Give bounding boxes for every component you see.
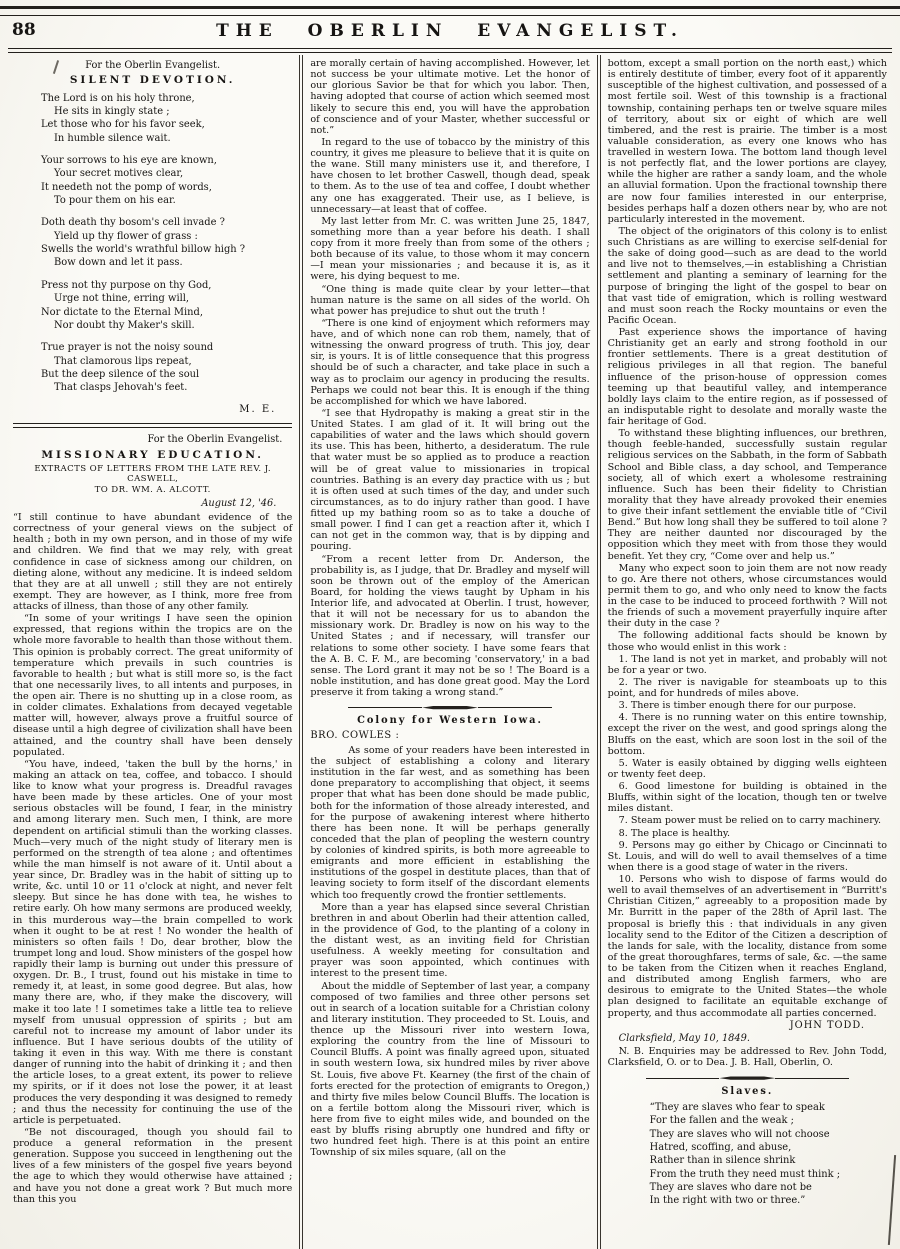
poem-line: They are slaves who will not choose <box>649 1128 830 1140</box>
columns-container <box>8 55 892 1249</box>
article-body <box>13 512 292 1205</box>
masthead-title: THE OBERLIN EVANGELIST. <box>216 21 684 41</box>
paragraph: “Be not discouraged, though you should fail to produce a general reformation in the present generation. Suppose you succeed in lengthening out the lives of a few ministers of the gospel five years beyond the age to which they would otherwise have attained ; and have you not done a great work ? But much more than this you <box>13 1126 293 1205</box>
column-3 <box>603 55 892 1249</box>
poem-signature: M. E. <box>239 403 277 415</box>
paragraph: “You have, indeed, 'taken the bull by the horns,' in making an attack on tea, coffee, and tobacco. I should like to know what your progress is. Dreadful ravages have been made by these articles. One of your most serious obstacles will be found, I fear, in the ministry and among literary men. Such men, I think, are more dependent on artificial stimuli than the working classes. Much—very much of the night study of literary men is performed on the strength of tea alone ; and oftentimes while the man himself is not aware of it. Until about a year since, Dr. Bradley was in the habit of sitting up to write, &c. until 10 or 11 o'clock at night, and never felt sleepy. But since he has done with tea, he wishes to retire early. Oh how many sermons are produced weekly, in this murderous way—the brain compelled to work when it ought to be at rest ! No wonder the health of ministers so often fails ! Do, dear brother, blow the trumpet long and loud. Show ministers of the gospel how rapidly their lamp is burning out under this pressure of oxygen. Dr. B., I trust, found out his mistake in time to remedy it, at least, in some good degree. But alas, how many there are, who, if they make the discovery, will make it too late ! I sometimes take a little tea to relieve myself from unusual oppression of spirits ; but am careful not to increase my amount of labor under its influence. But I have serious doubts of the utility of taking it even in this way. With me there is constant danger of running into the habit of drinking it ; and then the article loses, to a great extent, its power to relieve my spirits, or if it does not lose the power, it at least produces the very desponding it was designed to remedy ; and thus the necessity for continuing the use of the article is perpetuated. <box>13 758 293 1126</box>
section-divider-ornament <box>646 1076 849 1081</box>
poem-line: From the truth they need must think ; <box>649 1168 841 1180</box>
paragraph: The object of the originators of this colony is to enlist such Christians as are willing to exercise self-denial for the sake of doing good—such as are dead to the world and live not to themselves,—in establishing a Christian settlement and planting a seminary of learning for the purpose of bringing the light of the gospel to bear on that vast tide of emigration, which is rolling westward and must soon reach the Rocky mountains or even the Pacific Ocean. <box>607 225 887 326</box>
fact-item: 3. There is timber enough there for our purpose. <box>618 700 857 712</box>
poem-line: It needeth not the pomp of words, <box>41 181 212 193</box>
letter-continuation <box>310 58 589 698</box>
column-divider-rule <box>597 55 601 1249</box>
poem-line: Let those who for his favor seek, <box>41 119 205 131</box>
masthead <box>0 14 900 46</box>
fact-item: 7. Steam power must be relied on to carry machinery. <box>618 815 882 827</box>
poem-line: True prayer is not the noisy sound <box>41 342 214 354</box>
poem-line: Nor doubt thy Maker's skill. <box>54 319 195 331</box>
paragraph: The following additional facts should be known by those who would enlist in this work : <box>607 630 887 653</box>
article-title-missionary-education: MISSIONARY EDUCATION. <box>41 448 264 461</box>
poem-line: “They are slaves who fear to speak <box>649 1101 825 1113</box>
column-1 <box>8 55 297 1249</box>
article-signature: JOHN TODD. <box>789 1019 865 1031</box>
article-subtitle: EXTRACTS OF LETTERS FROM THE LATE REV. J. CASWELL, <box>34 463 271 484</box>
paragraph: Many who expect soon to join them are not now ready to go. Are there not others, whose circumstances would permit them to go, and who only need to know the facts in the case to be induced to proceed forthwith ? Will not the friends of such a movement prayerfully inquire after their duty in the case ? <box>607 562 887 630</box>
paragraph: are morally certain of having accomplished. However, let not success be your ultimate motive. Let the honor of our glorious Savior be that for which you labor. Then, having adopted that course of action which seemed most likely to secure this end, you will have the approbation of conscience and of your Master, whether successful or not.” <box>310 58 590 136</box>
poem-line: Yield up thy flower of grass : <box>54 230 198 242</box>
page-number: 88 <box>12 20 36 40</box>
nota-bene: N. B. Enquiries may be addressed to Rev. John Todd, Clarksfield, O. or to Dea. J. B. Hall, Oberlin, O. <box>607 1046 887 1069</box>
paragraph: As some of your readers have been interested in the subject of establishing a colony and literary institution in the far west, and as something has been done preparatory to accomplishing that object, it seems proper that what has been done should be made public, both for the information of those already interested, and for the purpose of awakening interest where hitherto there has been none. It will be perhaps generally conceded that the plan of peopling the western country by colonies of kindred spirits, is both more agreeable to emigrants and more efficient in establishing the institutions of the gospel in destitute places, than that of leaving society to form itself of the discordant elements which too frequently crowd the frontier settlements. <box>310 744 590 901</box>
fact-item: 9. Persons may go either by Chicago or Cincinnati to St. Louis, and will do well to avail themselves of a time when there is a good stage of water in the rivers. <box>607 839 887 873</box>
paragraph: About the middle of September of last year, a company composed of two families and three other persons set out in search of a location suitable for a Christian colony and literary institution. They proceeded to St. Louis, and thence up the Missouri river into western Iowa, exploring the country from the line of Missouri to Council Bluffs. A point was finally agreed upon, situated in south western Iowa, six hundred miles by river above St. Louis, five above Ft. Kearney (the first of the chain of forts erected for the protection of emigrants to Oregon,) and thirty five miles below Council Bluffs. The location is on a fertile bottom along the Missouri river, which is here from five to eight miles wide, and bounded on the east by bluffs rising abruptly one hundred and fifty or two hundred feet high. There is at this point an entire Township of six miles square, (all on the <box>310 980 590 1159</box>
poem-stanza <box>41 154 292 207</box>
poem-slaves <box>608 1101 887 1208</box>
paragraph: Past experience shows the importance of having Christianity get an early and strong foothold in our frontier settlements. There is a great destitution of religious privileges in all that region. The baneful influence of the prison-house of oppression comes teeming up that beautiful valley, and intemperance boldly lays claim to the entire region, as if possessed of an indisputable right to desolate and morally waste the fair heritage of God. <box>607 327 887 427</box>
fact-item: 10. Persons who wish to dispose of farms would do well to avail themselves of an advertisement in “Burritt's Christian Citizen,” agreeably to a proposition made by Mr. Burritt in the paper of the 28th of April last. The proposal is briefly this : that individuals in any given locality send to the Editor of the Citizen a description of the lands for sale, with the locality, distance from some of the great thoroughfares, terms of sale, &c. —the same to be taken from the Citizen when it reaches England, and distributed among English farmers, who are desirous to emigrate to the United States—the whole plan designed to facilitate an equitable exchange of property, and thus accommodate all parties concerned. <box>607 874 887 1019</box>
poem-line: That clamorous lips repeat, <box>54 355 192 367</box>
poem-title-slaves: Slaves. <box>721 1085 774 1097</box>
section-divider-ornament <box>348 705 551 710</box>
spindle-ornament-icon <box>422 706 478 710</box>
article-title-colony-western-iowa: Colony for Western Iowa. <box>357 715 543 727</box>
poem-line: That clasps Jehovah's feet. <box>54 382 188 394</box>
poem-stanza <box>41 279 292 332</box>
fact-item: 8. The place is healthy. <box>618 827 731 839</box>
paragraph: “In some of your writings I have seen the opinion expressed, that regions within the tropics are on the whole more favorable to health than those without them. This opinion is probably correct. The great uniformity of temperature which prevails in such countries is favorable to health ; but what is still more so, is the fact that one necessarily lives, to all intents and purposes, in the open air. There is no shutting up in a close room, as in colder climates. Exhalations from decayed vegetable matter will, however, always prove a fruitful source of disease until a high degree of civilization shall have been attained, and the country shall have been densely populated. <box>13 613 293 758</box>
poem-line: Urge not thine, erring will, <box>54 293 190 305</box>
fact-item: 5. Water is easily obtained by digging wells eighteen or twenty feet deep. <box>607 757 887 780</box>
poem-line: Swells the world's wrathful billow high ? <box>41 244 246 256</box>
poem-stanza <box>41 216 292 269</box>
poem-line: Your sorrows to his eye are known, <box>41 154 217 166</box>
article-dateline: Clarksfield, May 10, 1849. <box>618 1032 751 1044</box>
poem-line: The Lord is on his holy throne, <box>41 92 195 104</box>
paragraph: More than a year has elapsed since several Christian brethren in and about Oberlin had their attention called, in the providence of God, to the planting of a colony in the distant west, as an inviting field for Christian usefulness. A weekly meeting for consultation and prayer was soon appointed, which continues with interest to the present time. <box>310 901 590 980</box>
article-body <box>310 745 589 1159</box>
poem-line: Hatred, scoffing, and abuse, <box>649 1142 792 1154</box>
facts-list <box>608 654 887 1019</box>
paragraph: “I see that Hydropathy is making a great stir in the United States. I am glad of it. It will bring out the capabilities of water and the laws which should govern its use. This has been, hitherto, a desideratum. The rule that water must be so applied as to produce a reaction will be of great value to missionaries in tropical countries. Bathing is an every day practice with us ; but it is often used at such times of the day, and under such circumstances, as to do injury rather than good. I have fitted up my bathing room so as to take a douche of small power. I find I can get a reaction after it, which I can not get in the common way, that is by dipping and pouring. <box>310 407 590 553</box>
paragraph: To withstand these blighting influences, our brethren, though feeble-handed, successfully sustain regular religious services on the Sabbath, in the form of Sabbath School and Bible class, a day school, and Temperance society, all of which exert a wholesome restraining influence. Such has been their fidelity to Christian morality that they have already provoked their enemies to give their infant settlement the enviable title of “Civil Bend.” But how long shall they be suffered to toil alone ? They are neither daunted nor discouraged by the opposition which they meet with from those they would benefit. Yet they cry, “Come over and help us.” <box>607 428 887 562</box>
poem-line: For the fallen and the weak ; <box>649 1115 794 1127</box>
attribution-line: For the Oberlin Evangelist. <box>85 60 221 71</box>
attribution-line: For the Oberlin Evangelist. <box>147 434 283 446</box>
poem-line: He sits in kingly state ; <box>54 105 170 117</box>
poem-line: Rather than in silence shrink <box>649 1155 796 1167</box>
poem-silent-devotion <box>13 92 292 395</box>
poem-line: Your secret motives clear, <box>54 168 184 180</box>
paragraph: “I still continue to have abundant evidence of the correctness of your general views on the subject of health ; both in my own person, and in those of my wife and children. We find that we may rely, with great confidence in case of sickness among our children, on dieting alone, without any medicine. It is indeed seldom that they are at all unwell ; still they are not entirely exempt. They are however, as I think, more free from attacks of illness, than those of any other family. <box>13 512 293 613</box>
poem-line: They are slaves who dare not be <box>649 1182 812 1194</box>
poem-stanza <box>41 341 292 394</box>
masthead-rule <box>8 48 892 53</box>
poem-stanza <box>41 92 292 145</box>
poem-line: To pour them on his ear. <box>54 195 176 207</box>
section-divider-rule <box>13 423 292 428</box>
column-2 <box>305 55 594 1249</box>
poem-title-silent-devotion: SILENT DEVOTION. <box>69 74 236 87</box>
poem-line: But the deep silence of the soul <box>41 369 200 380</box>
poem-line: Press not thy purpose on thy God, <box>41 279 212 291</box>
paragraph: bottom, except a small portion on the north east,) which is entirely destitute of timber, every foot of it apparently susceptible of the highest cultivation, and possessed of a most fertile soil. West of this township is a fractional township, containing perhaps ten or twelve square miles of territory, about six or eight of which are well timbered, and the rest is prairie. The timber is a most valuable consideration, as every one knows who has travelled in western Iowa. The bottom land though level is not perfectly flat, and the lower portions are clayey, while the higher are rather a sandy loam, and the whole an alluvial formation. Upon the fractional township there are now four families interested in our enterprise, besides perhaps half a dozen others near by, who are not particularly interested in the movement. <box>607 58 887 225</box>
spindle-ornament-icon <box>719 1076 775 1080</box>
poem-line: Doth death thy bosom's cell invade ? <box>41 217 225 229</box>
paragraph: My last letter from Mr. C. was written June 25, 1847, something more than a year before his death. I shall copy from it more freely than from some of the others ; both because of its value, to those whom it may concern —I mean your missionaries ; and because it is, as it were, his dying bequest to me. <box>310 215 590 283</box>
article-subtitle: TO DR. WM. A. ALCOTT. <box>94 484 211 495</box>
paragraph: “From a recent letter from Dr. Anderson, the probability is, as I judge, that Dr. Bradley and myself will soon be thrown out of the employ of the American Board, for holding the views taught by Upham in his Interior life, and advocated at Oberlin. I trust, however, that it will not be necessary for us to abandon the missionary work. Dr. Bradley is now on his way to the United States ; and if necessary, will transfer our relations to some other society. I have some fears that the A. B. C. F. M., are becoming 'conservatory,' in a bad sense. The Lord grant it may not be so ! The Board is a noble institution, and has done great good. May the Lord preserve it from taking a wrong stand.” <box>310 553 590 698</box>
poem-line: In the right with two or three.” <box>649 1195 806 1207</box>
fact-item: 2. The river is navigable for steamboats up to this point, and for hundreds of miles above. <box>607 676 887 699</box>
fact-item: 1. The land is not yet in market, and probably will not be for a year or two. <box>607 653 887 676</box>
poem-line: Bow down and let it pass. <box>54 257 183 269</box>
paragraph: “One thing is made quite clear by your letter—that human nature is the same on all sides of the world. Oh what power has prejudice to shut out the truth ! <box>310 283 590 317</box>
letter-dateline: August 12, '46. <box>201 497 277 509</box>
paragraph: In regard to the use of tobacco by the ministry of this country, it gives me pleasure to believe that it is quite on the wane. Still many ministers use it, and therefore, I have chosen to let brother Caswell, though dead, speak to them. As to the use of tea and coffee, I doubt whether any one has exaggerated. Their use, as I believe, is unnecessary—at least that of coffee. <box>310 136 590 215</box>
column-divider-rule <box>299 55 303 1249</box>
fact-item: 6. Good limestone for building is obtained in the Bluffs, within sight of the location, though ten or twelve miles distant. <box>607 781 887 815</box>
colony-continuation <box>608 58 887 653</box>
poem-line: Nor dictate to the Eternal Mind, <box>41 306 204 318</box>
fact-item: 4. There is no running water on this entire township, except the river on the west, and good springs along the Bluffs on the east, which are soon lost in the soil of the bottom. <box>607 712 887 757</box>
paragraph: “There is one kind of enjoyment which reformers may have, and of which none can rob them, namely, that of witnessing the onward progress of truth. This joy, dear sir, is yours. It is of little consequence that this progress should be of such a character, and take place in such a way as to proclaim our agency in producing the results. Perhaps we could not bear this. It is enough if the thing be accomplished for which we have labored. <box>310 317 590 407</box>
poem-line: In humble silence wait. <box>54 132 171 144</box>
salutation-line: BRO. COWLES : <box>310 730 400 742</box>
